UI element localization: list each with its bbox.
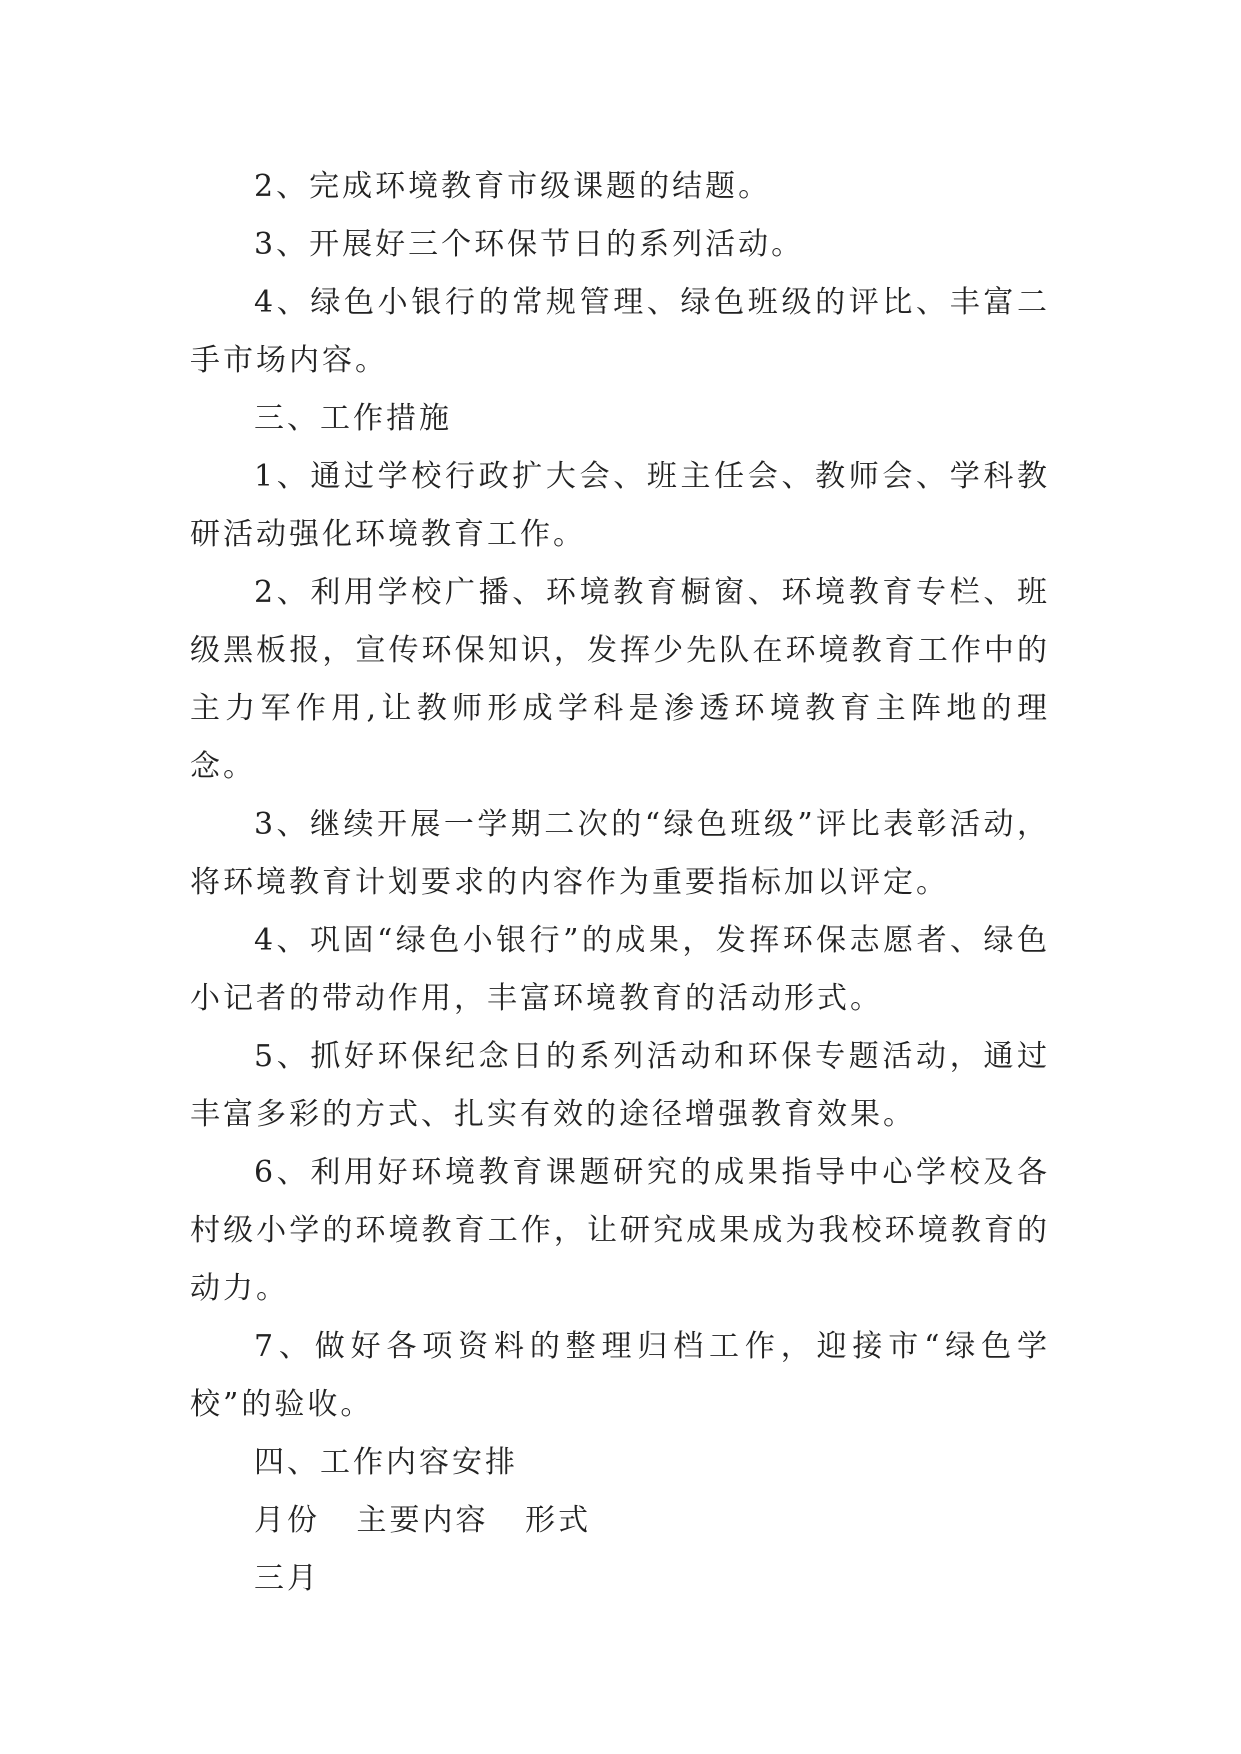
section-four-heading: 四、工作内容安排 (254, 1445, 518, 1480)
measure-item-6: 6、利用好环境教育课题研究的成果指导中心学校及各村级小学的环境教育工作，让研究成果成为我校环境教育的动力。 (190, 1155, 1050, 1306)
section-three-heading: 三、工作措施 (254, 401, 452, 436)
table-cell-month: 三月 (254, 1561, 320, 1596)
column-header-month: 月份 (254, 1503, 320, 1538)
measure-item-2: 2、利用学校广播、环境教育橱窗、环境教育专栏、班级黑板报，宣传环保知识，发挥少先队在环境教育工作中的主力军作用,让教师形成学科是渗透环境教育主阵地的理念。 (190, 575, 1050, 784)
column-header-content: 主要内容 (356, 1503, 489, 1538)
schedule-table-header (190, 1492, 1050, 1550)
goal-item-4: 4、绿色小银行的常规管理、绿色班级的评比、丰富二手市场内容。 (190, 285, 1050, 378)
measure-item-4: 4、巩固“绿色小银行”的成果，发挥环保志愿者、绿色小记者的带动作用，丰富环境教育的活动形式。 (190, 923, 1050, 1016)
goal-item-3: 3、开展好三个环保节日的系列活动。 (254, 227, 805, 262)
schedule-table-row (190, 1550, 1050, 1608)
measure-item-1: 1、通过学校行政扩大会、班主任会、教师会、学科教研活动强化环境教育工作。 (190, 459, 1050, 552)
document-body (190, 158, 1050, 1608)
column-header-format: 形式 (525, 1503, 592, 1538)
measure-item-7: 7、做好各项资料的整理归档工作，迎接市“绿色学校”的验收。 (190, 1329, 1050, 1422)
measure-item-5: 5、抓好环保纪念日的系列活动和环保专题活动，通过丰富多彩的方式、扎实有效的途径增强教育效果。 (190, 1039, 1050, 1132)
measure-item-3: 3、继续开展一学期二次的“绿色班级”评比表彰活动，将环境教育计划要求的内容作为重要指标加以评定。 (190, 807, 1050, 900)
goal-item-2: 2、完成环境教育市级课题的结题。 (254, 169, 772, 204)
